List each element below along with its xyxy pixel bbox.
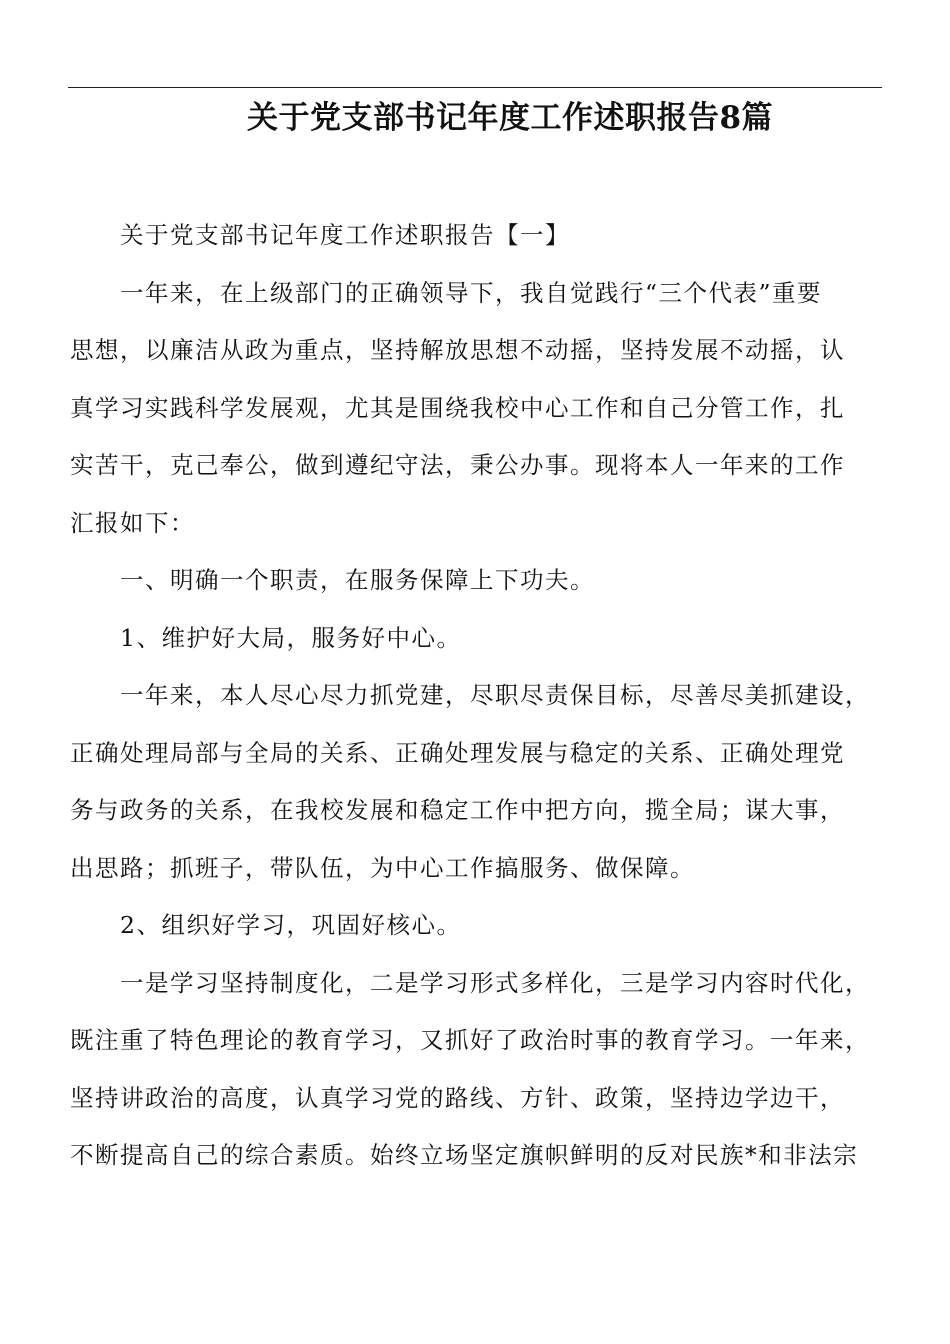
paragraph-line: 不断提高自己的综合素质。始终立场坚定旗帜鲜明的反对民族*和非法宗 xyxy=(70,1141,859,1169)
header-rule xyxy=(68,87,882,88)
paragraph-line: 既注重了特色理论的教育学习，又抓好了政治时事的教育学习。一年来， xyxy=(70,1026,870,1054)
section-heading: 关于党支部书记年度工作述职报告【一】 xyxy=(120,221,570,249)
paragraph-line: 出思路；抓班子，带队伍，为中心工作搞服务、做保障。 xyxy=(70,853,695,882)
subheading-line: 一、明确一个职责，在服务保障上下功夫。 xyxy=(120,566,595,594)
paragraph-line: 一年来，本人尽心尽力抓党建，尽职尽责保目标，尽善尽美抓建设， xyxy=(120,681,870,709)
paragraph-line: 一年来，在上级部门的正确领导下，我自觉践行“三个代表”重要 xyxy=(120,278,823,307)
paragraph-line: 正确处理局部与全局的关系、正确处理发展与稳定的关系、正确处理党 xyxy=(70,738,845,767)
paragraph-line: 思想，以廉洁从政为重点，坚持解放思想不动摇，坚持发展不动摇，认 xyxy=(70,336,845,364)
document-body xyxy=(70,207,884,1185)
paragraph-line: 汇报如下： xyxy=(70,508,195,537)
paragraph-line: 真学习实践科学发展观，尤其是围绕我校中心工作和自己分管工作，扎 xyxy=(70,393,845,422)
paragraph-line: 坚持讲政治的高度，认真学习党的路线、方针、政策，坚持边学边干， xyxy=(70,1083,845,1112)
document-title: 关于党支部书记年度工作述职报告8篇 xyxy=(246,100,774,136)
paragraph-line: 实苦干，克己奉公，做到遵纪守法，秉公办事。现将本人一年来的工作 xyxy=(70,451,845,479)
subheading-line: 2、组织好学习，巩固好核心。 xyxy=(120,911,462,939)
paragraph-line: 一是学习坚持制度化，二是学习形式多样化，三是学习内容时代化， xyxy=(120,968,870,997)
subheading-line: 1、维护好大局，服务好中心。 xyxy=(120,623,462,652)
paragraph-line: 务与政务的关系，在我校发展和稳定工作中把方向，揽全局；谋大事， xyxy=(70,796,845,824)
